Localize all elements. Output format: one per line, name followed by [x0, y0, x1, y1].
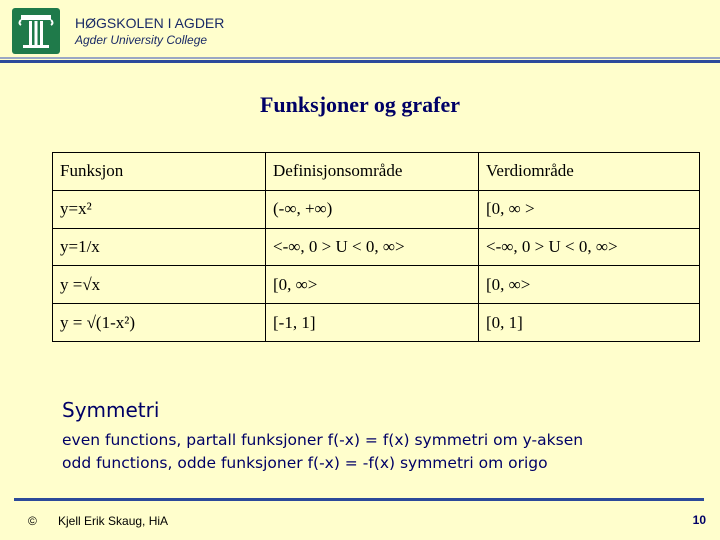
copyright-icon: ©: [28, 514, 37, 528]
odd-functions-text: odd functions, odde funksjoner f(-x) = -f(x) symmetri om origo: [62, 454, 548, 472]
cell-function: y=x²: [53, 190, 266, 228]
school-subtitle: Agder University College: [75, 33, 208, 47]
cell-domain: [0, ∞>: [266, 266, 479, 304]
footer-author: Kjell Erik Skaug, HiA: [58, 514, 169, 528]
table-header-row: [53, 153, 700, 191]
header-divider: [0, 60, 720, 63]
school-name: HØGSKOLEN I AGDER: [75, 15, 225, 31]
pillar-logo-icon: [12, 8, 60, 54]
table-row: [53, 228, 700, 266]
cell-range: [0, ∞ >: [479, 190, 700, 228]
cell-function: y=1/x: [53, 228, 266, 266]
school-logo: [12, 8, 60, 54]
header-divider-light: [0, 57, 720, 59]
cell-range: [0, ∞>: [479, 266, 700, 304]
cell-range: [0, 1]: [479, 304, 700, 342]
cell-domain: [-1, 1]: [266, 304, 479, 342]
even-functions-text: even functions, partall funksjoner f(-x) = f(x) symmetri om y-aksen: [62, 431, 584, 449]
table-row: [53, 304, 700, 342]
cell-function: y =√x: [53, 266, 266, 304]
header-cell-function: Funksjon: [53, 153, 266, 191]
cell-domain: <-∞, 0 > U < 0, ∞>: [266, 228, 479, 266]
cell-domain: (-∞, +∞): [266, 190, 479, 228]
header-cell-domain: Definisjonsområde: [266, 153, 479, 191]
table-row: [53, 190, 700, 228]
cell-range: <-∞, 0 > U < 0, ∞>: [479, 228, 700, 266]
page-number: 10: [692, 513, 706, 527]
symmetry-title: Symmetri: [62, 398, 160, 422]
table-row: [53, 266, 700, 304]
header-cell-range: Verdiområde: [479, 153, 700, 191]
functions-table: [52, 152, 700, 342]
cell-function: y = √(1-x²): [53, 304, 266, 342]
slide-title: Funksjoner og grafer: [259, 92, 461, 117]
footer-divider: [14, 498, 704, 501]
